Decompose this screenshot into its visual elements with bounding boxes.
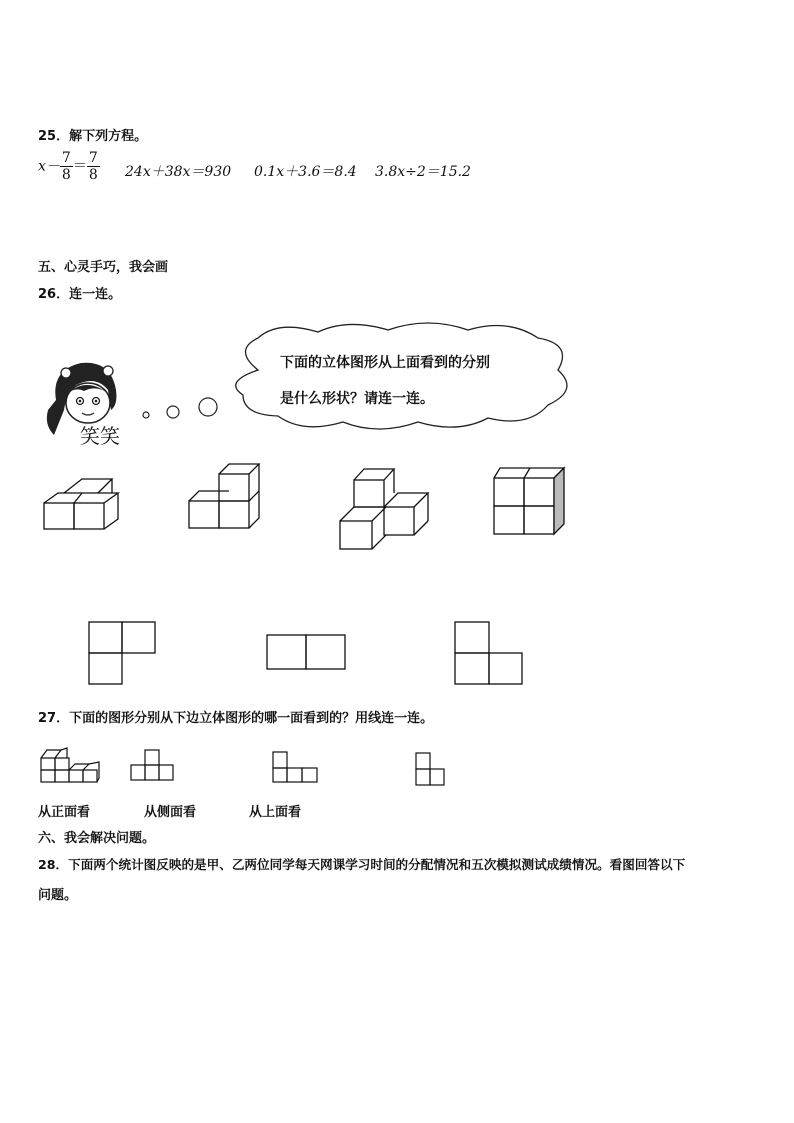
equation-4: 3.8x÷2＝15.2 (375, 164, 471, 180)
label-side-view: 从侧面看 (144, 805, 197, 820)
solid-figure-3 (340, 466, 430, 554)
q27-view-shape-1 (130, 748, 178, 784)
top-view-shape-1 (88, 621, 158, 687)
top-view-shape-2 (266, 634, 348, 672)
q27-view-shape-3 (415, 752, 449, 788)
solid-figure-1 (44, 476, 124, 531)
solid-figure-2 (189, 457, 269, 532)
fraction-left: $\frac{7}{8}$ (61, 150, 71, 183)
character-name: 笑笑 (80, 424, 120, 448)
q28-line1: 28．下面两个统计图反映的是甲、乙两位同学每天网课学习时间的分配情况和五次模拟测试成绩情况。看图回答以下 (38, 857, 686, 872)
bubble-text-line1: 下面的立体图形从上面看到的分别 (280, 355, 490, 371)
equation-1 (38, 150, 100, 183)
equation-2: 24x＋38x＝930 (125, 164, 232, 180)
q27-solid-figure (40, 744, 102, 786)
label-top-view: 从上面看 (249, 805, 302, 820)
q25-title: 25．解下列方程。 (38, 129, 148, 144)
q26-title: 26．连一连。 (38, 287, 122, 302)
fraction-right: $\frac{7}{8}$ (88, 150, 98, 183)
label-front-view: 从正面看 (38, 805, 91, 820)
thought-bubble-dots (140, 395, 220, 425)
section5-title: 五、心灵手巧，我会画 (38, 260, 169, 275)
thought-cloud (218, 320, 583, 435)
q27-view-shape-2 (272, 751, 322, 785)
eq1-lhs: x－ (38, 158, 60, 175)
bubble-text-line2: 是什么形状？请连一连。 (280, 391, 434, 407)
q27-title: 27．下面的图形分别从下边立体图形的哪一面看到的？用线连一连。 (38, 711, 434, 726)
eq1-equals: ＝ (72, 158, 87, 175)
equation-3: 0.1x＋3.6＝8.4 (254, 164, 357, 180)
section6-title: 六、我会解决问题。 (38, 831, 156, 846)
q28-line2: 问题。 (38, 888, 78, 903)
top-view-shape-3 (454, 621, 526, 687)
solid-figure-4 (492, 466, 572, 538)
